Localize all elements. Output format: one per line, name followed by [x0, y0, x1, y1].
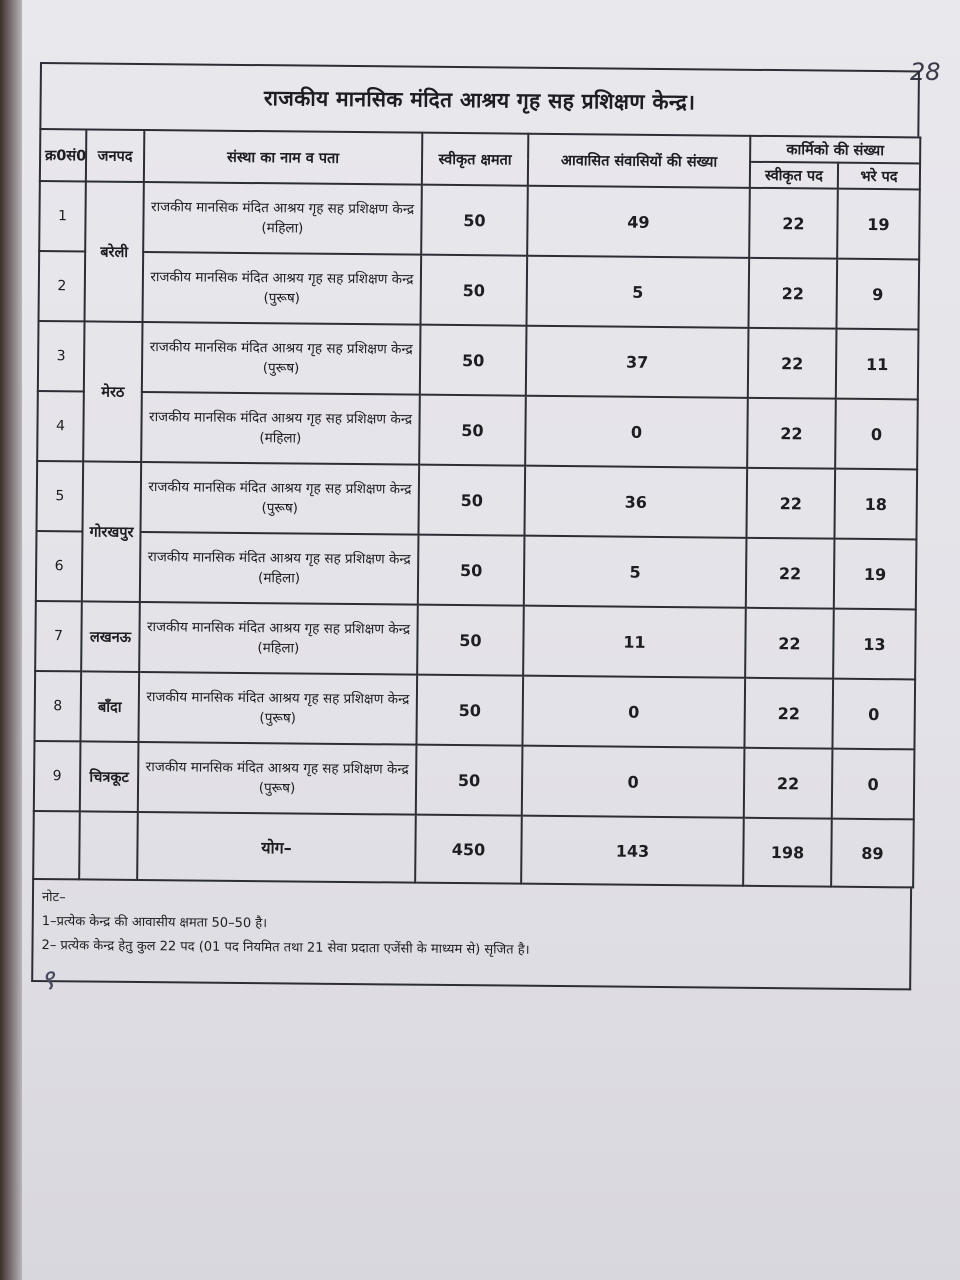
- table-row: [38, 321, 919, 399]
- cell-residents: 5: [526, 256, 749, 328]
- cell-sn: 4: [37, 391, 84, 461]
- cell-capacity: 50: [417, 605, 524, 676]
- note-item: 1–प्रत्येक केन्द्र की आवासीय क्षमता 50–50 है।: [41, 914, 268, 932]
- cell-filled: 18: [834, 469, 917, 540]
- total-capacity: 450: [415, 815, 522, 884]
- cell-institution: राजकीय मानसिक मंदित आश्रय गृह सह प्रशिक्षण केन्द्र (पुरूष): [138, 742, 417, 815]
- header-residents: आवासित संवासियों की संख्या: [528, 134, 750, 188]
- cell-filled: 0: [835, 399, 918, 470]
- cell-sanctioned: 22: [746, 538, 835, 609]
- cell-sn: 2: [39, 251, 86, 321]
- total-sanctioned: 198: [743, 818, 832, 887]
- handwritten-mark: ९: [40, 963, 55, 996]
- cell-residents: 0: [522, 746, 745, 818]
- cell-institution: राजकीय मानसिक मंदित आश्रय गृह सह प्रशिक्षण केन्द्र (महिला): [139, 602, 418, 675]
- cell-capacity: 50: [418, 535, 525, 606]
- table-row: [35, 601, 916, 679]
- cell-sanctioned: 22: [747, 398, 836, 469]
- cell-sn: 9: [34, 741, 81, 811]
- page-number: 28: [910, 58, 941, 86]
- header-district: जनपद: [86, 129, 144, 182]
- cell-sanctioned: 22: [749, 188, 838, 259]
- cell-sanctioned: 22: [746, 468, 835, 539]
- cell-sn: 7: [35, 601, 82, 671]
- notes-section: [31, 880, 912, 990]
- centers-table: [32, 128, 921, 888]
- total-residents: 143: [521, 816, 744, 886]
- cell-filled: 11: [836, 329, 919, 400]
- cell-sanctioned: 22: [744, 748, 833, 819]
- cell-residents: 37: [526, 326, 749, 398]
- cell-district: गोरखपुर: [82, 461, 141, 602]
- cell-sn: 1: [39, 181, 86, 251]
- cell-institution: राजकीय मानसिक मंदित आश्रय गृह सह प्रशिक्षण केन्द्र (पुरूष): [138, 672, 417, 745]
- cell-district: मेरठ: [83, 321, 142, 462]
- cell-capacity: 50: [419, 395, 526, 466]
- cell-residents: 5: [524, 536, 747, 608]
- header-sanctioned: स्वीकृत पद: [750, 162, 838, 189]
- cell-sn: 3: [38, 321, 85, 391]
- cell-capacity: 50: [420, 255, 527, 326]
- cell-empty: [33, 811, 80, 879]
- cell-sn: 6: [36, 531, 83, 601]
- table-row: [34, 671, 915, 749]
- cell-sanctioned: 22: [745, 608, 834, 679]
- cell-sanctioned: 22: [748, 328, 837, 399]
- cell-residents: 36: [524, 466, 747, 538]
- cell-institution: राजकीय मानसिक मंदित आश्रय गृह सह प्रशिक्षण केन्द्र (पुरूष): [143, 252, 422, 325]
- table-row: [37, 391, 918, 469]
- cell-residents: 0: [522, 676, 745, 748]
- cell-residents: 0: [525, 396, 748, 468]
- total-label: योग–: [137, 812, 416, 883]
- cell-capacity: 50: [418, 465, 525, 536]
- cell-institution: राजकीय मानसिक मंदित आश्रय गृह सह प्रशिक्षण केन्द्र (पुरूष): [140, 462, 419, 535]
- table-row: [34, 741, 915, 819]
- cell-filled: 13: [833, 609, 916, 680]
- cell-district: बरेली: [85, 181, 144, 322]
- cell-capacity: 50: [416, 675, 523, 746]
- header-capacity: स्वीकृत क्षमता: [422, 133, 528, 186]
- cell-sanctioned: 22: [744, 678, 833, 749]
- cell-institution: राजकीय मानसिक मंदित आश्रय गृह सह प्रशिक्षण केन्द्र (पुरूष): [142, 322, 421, 395]
- cell-capacity: 50: [420, 325, 527, 396]
- header-institution: संस्था का नाम व पता: [144, 130, 422, 185]
- binding-shadow: [0, 0, 22, 1280]
- header-staff: कार्मिको की संख्या: [750, 136, 920, 164]
- table-title: राजकीय मानसिक मंदित आश्रय गृह सह प्रशिक्षण केन्द्र।: [39, 62, 920, 136]
- cell-institution: राजकीय मानसिक मंदित आश्रय गृह सह प्रशिक्षण केन्द्र (महिला): [143, 182, 422, 255]
- cell-sn: 5: [36, 461, 83, 531]
- cell-sanctioned: 22: [748, 258, 837, 329]
- table-row: [39, 181, 920, 259]
- cell-sn: 8: [34, 671, 81, 741]
- cell-filled: 19: [834, 539, 917, 610]
- header-filled: भरे पद: [838, 163, 920, 190]
- cell-district: बाँदा: [80, 671, 139, 742]
- cell-district: लखनऊ: [81, 601, 140, 672]
- cell-filled: 0: [832, 749, 915, 820]
- header-sn: क्र0सं0: [40, 129, 86, 181]
- note-item: 2– प्रत्येक केन्द्र हेतु कुल 22 पद (01 पद नियमित तथा 21 सेवा प्रदाता एजेंसी के माध्यम से) सृजित है।: [41, 938, 530, 958]
- cell-district: चित्रकूट: [80, 741, 139, 812]
- cell-filled: 9: [836, 259, 919, 330]
- table-row: [36, 461, 917, 539]
- cell-capacity: 50: [421, 185, 528, 256]
- cell-institution: राजकीय मानसिक मंदित आश्रय गृह सह प्रशिक्षण केन्द्र (महिला): [141, 392, 420, 465]
- table-row: [39, 251, 920, 329]
- cell-capacity: 50: [416, 745, 523, 816]
- table-row: [36, 531, 917, 609]
- document-content: [31, 62, 920, 990]
- cell-residents: 49: [527, 186, 750, 258]
- notes-heading: नोट–: [41, 890, 66, 906]
- cell-filled: 19: [837, 189, 920, 260]
- cell-institution: राजकीय मानसिक मंदित आश्रय गृह सह प्रशिक्षण केन्द्र (महिला): [140, 532, 419, 605]
- cell-residents: 11: [523, 606, 746, 678]
- cell-empty: [79, 811, 138, 880]
- total-row: [33, 811, 914, 887]
- cell-filled: 0: [832, 679, 915, 750]
- total-filled: 89: [831, 819, 914, 888]
